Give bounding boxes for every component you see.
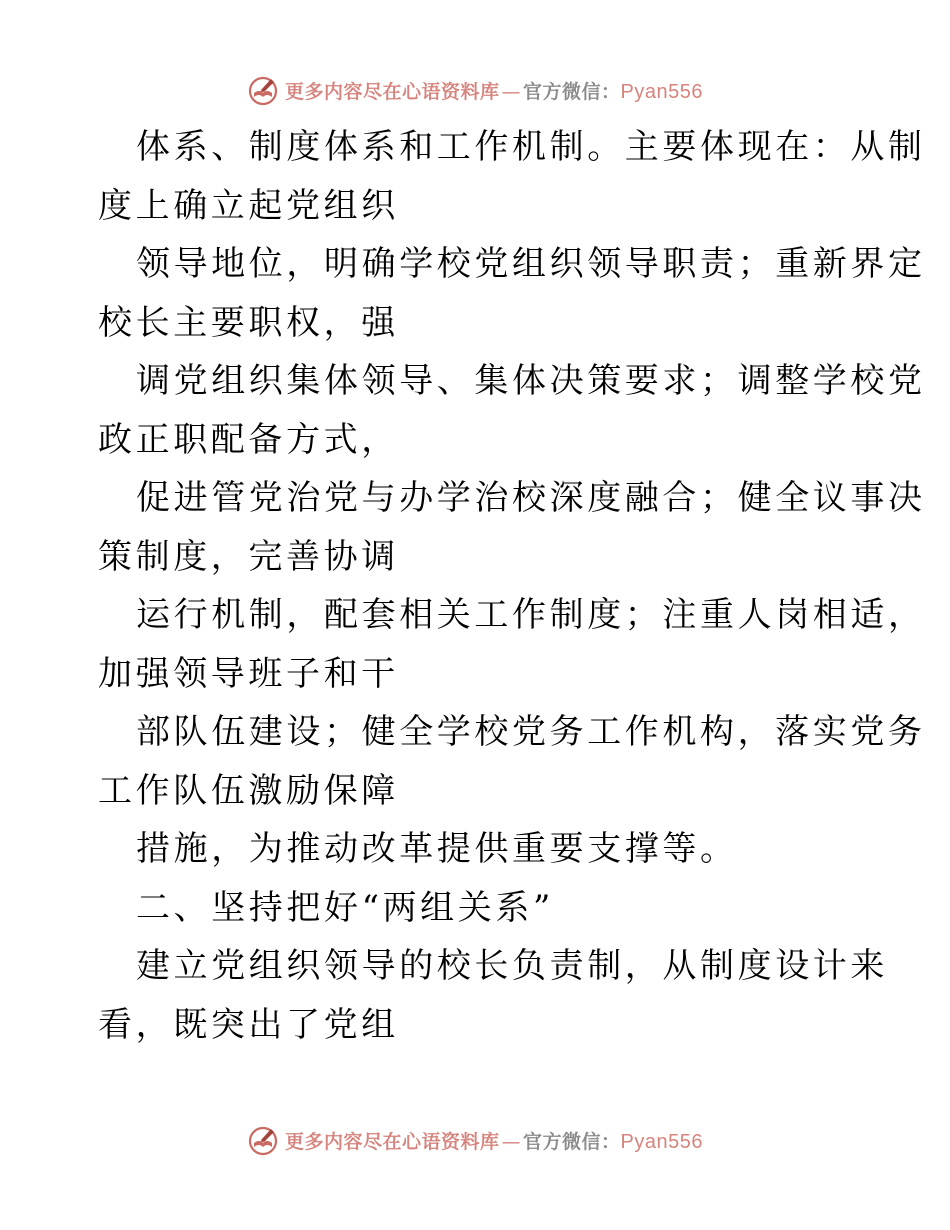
- paragraph-line: 加强领导班子和干: [98, 653, 399, 694]
- paragraph-line: 看，既突出了党组: [98, 1004, 399, 1045]
- paragraph-line: 部队伍建设；健全学校党务工作机构，落实党务: [136, 712, 926, 752]
- paragraph-line: 领导地位，明确学校党组织领导职责；重新界定: [136, 244, 926, 284]
- paragraph-line: 校长主要职权，强: [98, 302, 399, 343]
- paragraph-line: 工作队伍激励保障: [98, 770, 399, 811]
- section-heading: 二、坚持把好“两组关系”: [136, 887, 554, 928]
- paragraph-line: 策制度，完善协调: [98, 536, 399, 577]
- banner-text: 更多内容尽在心语资料库 — 官方微信：Pyan556: [285, 80, 703, 103]
- paragraph-line: 措施，为推动改革提供重要支撑等。: [136, 829, 738, 869]
- paragraph-line: 调党组织集体领导、集体决策要求；调整学校党: [136, 361, 926, 401]
- banner-text: 更多内容尽在心语资料库 — 官方微信：Pyan556: [285, 1130, 703, 1153]
- paragraph-line: 建立党组织领导的校长负责制，从制度设计来: [136, 946, 888, 986]
- document-body: [98, 118, 926, 1054]
- book-pen-logo-icon: [247, 1124, 279, 1156]
- paragraph-line: 促进管党治党与办学治校深度融合；健全议事决: [136, 478, 926, 518]
- paragraph-line: 体系、制度体系和工作机制。主要体现在：从制: [136, 127, 926, 167]
- paragraph-line: 运行机制，配套相关工作制度；注重人岗相适，: [136, 595, 926, 635]
- paragraph-line: 度上确立起党组织: [98, 185, 399, 226]
- header-banner: [0, 70, 950, 110]
- book-pen-logo-icon: [247, 74, 279, 106]
- paragraph-line: 政正职配备方式，: [98, 419, 399, 460]
- footer-banner: [0, 1120, 950, 1160]
